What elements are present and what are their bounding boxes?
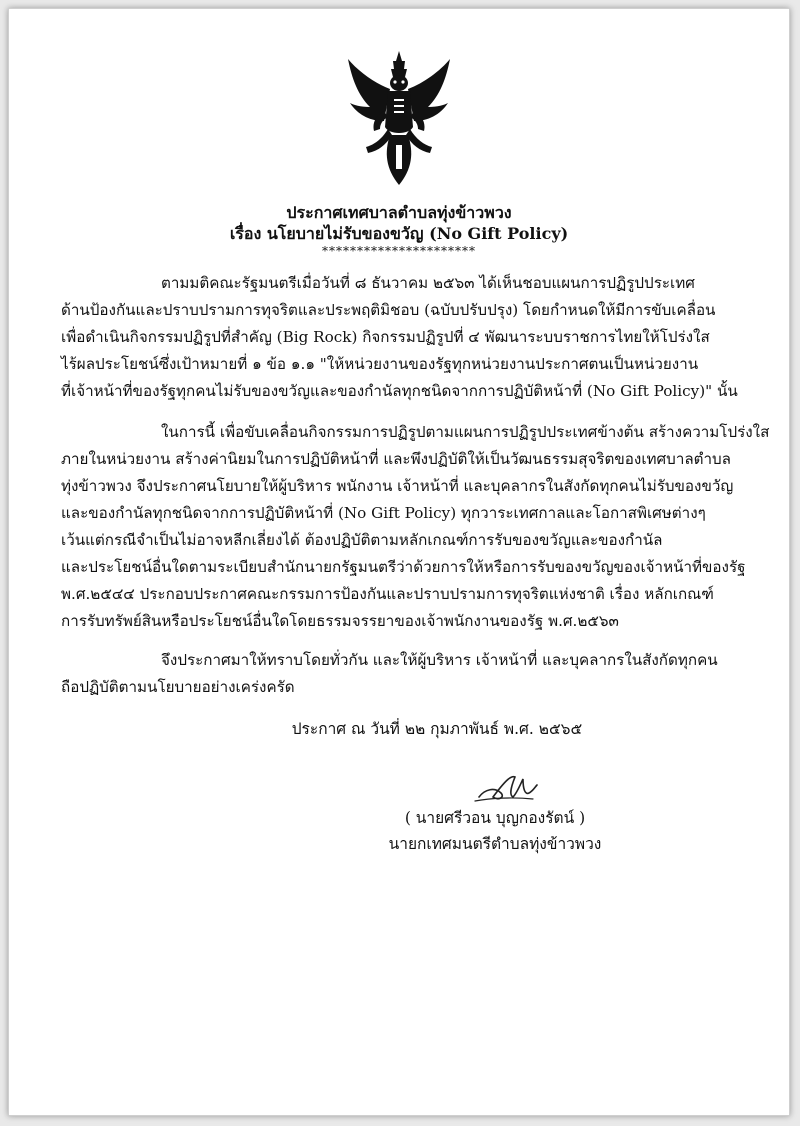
handwritten-signature-icon — [471, 767, 541, 807]
paragraph-line: และของกำนัลทุกชนิดจากการปฏิบัติหน้าที่ (No Gift Policy) ทุกวาระเทศกาลและโอกาสพิเศษต่างๆ — [61, 504, 706, 522]
signer-position: นายกเทศมนตรีตำบลทุ่งข้าวพวง — [388, 835, 602, 853]
paragraph-line: ทุ่งข้าวพวง จึงประกาศนโยบายให้ผู้บริหาร พนักงาน เจ้าหน้าที่ และบุคลากรในสังกัดทุกคนไม่รับของขวัญ — [61, 477, 734, 495]
paragraph-line: และประโยชน์อื่นใดตามระเบียบสำนักนายกรัฐมนตรีว่าด้วยการให้หรือการรับของขวัญของเจ้าหน้าที่ของรัฐ — [61, 558, 746, 576]
paragraph-line: เพื่อดำเนินกิจกรรมปฏิรูปที่สำคัญ (Big Rock) กิจกรรมปฏิรูปที่ ๔ พัฒนาระบบราชการไทยให้โปร่งใส — [61, 328, 710, 346]
paragraph-line: การรับทรัพย์สินหรือประโยชน์อื่นใดโดยธรรมจรรยาของเจ้าพนักงานของรัฐ พ.ศ.๒๕๖๓ — [61, 612, 619, 630]
paragraph-line: ถือปฏิบัติตามนโยบายอย่างเคร่งครัด — [61, 678, 295, 696]
signer-name: ( นายศรีวอน บุญกองรัตน์ ) — [404, 809, 586, 827]
paragraph-line: จึงประกาศมาให้ทราบโดยทั่วกัน และให้ผู้บริหาร เจ้าหน้าที่ และบุคลากรในสังกัดทุกคน — [161, 651, 718, 669]
title-divider: ********************** — [322, 244, 476, 258]
dateline: ประกาศ ณ วันที่ ๒๒ กุมภาพันธ์ พ.ศ. ๒๕๖๕ — [291, 720, 583, 738]
paragraph-line: ในการนี้ เพื่อขับเคลื่อนกิจกรรมการปฏิรูปตามแผนการปฏิรูปประเทศข้างต้น สร้างความโปร่งใส — [161, 423, 770, 441]
announcement-subject: เรื่อง นโยบายไม่รับของขวัญ (No Gift Policy) — [229, 224, 569, 243]
paragraph-line: พ.ศ.๒๕๔๔ ประกอบประกาศคณะกรรมการป้องกันและปราบปรามการทุจริตแห่งชาติ เรื่อง หลักเกณฑ์ — [61, 585, 714, 603]
garuda-emblem-icon — [344, 49, 454, 189]
paragraph-line: เว้นแต่กรณีจำเป็นไม่อาจหลีกเลี่ยงได้ ต้องปฏิบัติตามหลักเกณฑ์การรับของขวัญและของกำนัล — [61, 531, 663, 549]
announcement-title: ประกาศเทศบาลตำบลทุ่งข้าวพวง — [286, 203, 512, 222]
paragraph-line: ภายในหน่วยงาน สร้างค่านิยมในการปฏิบัติหน้าที่ และพึงปฏิบัติให้เป็นวัฒนธรรมสุจริตของเทศบาลตำบล — [61, 450, 731, 468]
paragraph-line: ด้านป้องกันและปราบปรามการทุจริตและประพฤติมิชอบ (ฉบับปรับปรุง) โดยกำหนดให้มีการขับเคลื่อน — [61, 301, 716, 319]
paragraph-line: ไร้ผลประโยชน์ซึ่งเป้าหมายที่ ๑ ข้อ ๑.๑ "ให้หน่วยงานของรัฐทุกหน่วยงานประกาศตนเป็นหน่วยงาน — [61, 355, 699, 373]
paragraph-line: ที่เจ้าหน้าที่ของรัฐทุกคนไม่รับของขวัญและของกำนัลทุกชนิดจากการปฏิบัติหน้าที่ (No Gift Policy)" นั้น — [61, 382, 738, 400]
document-page — [8, 8, 790, 1116]
paragraph-line: ตามมติคณะรัฐมนตรีเมื่อวันที่ ๘ ธันวาคม ๒๕๖๓ ได้เห็นชอบแผนการปฏิรูปประเทศ — [161, 274, 695, 292]
